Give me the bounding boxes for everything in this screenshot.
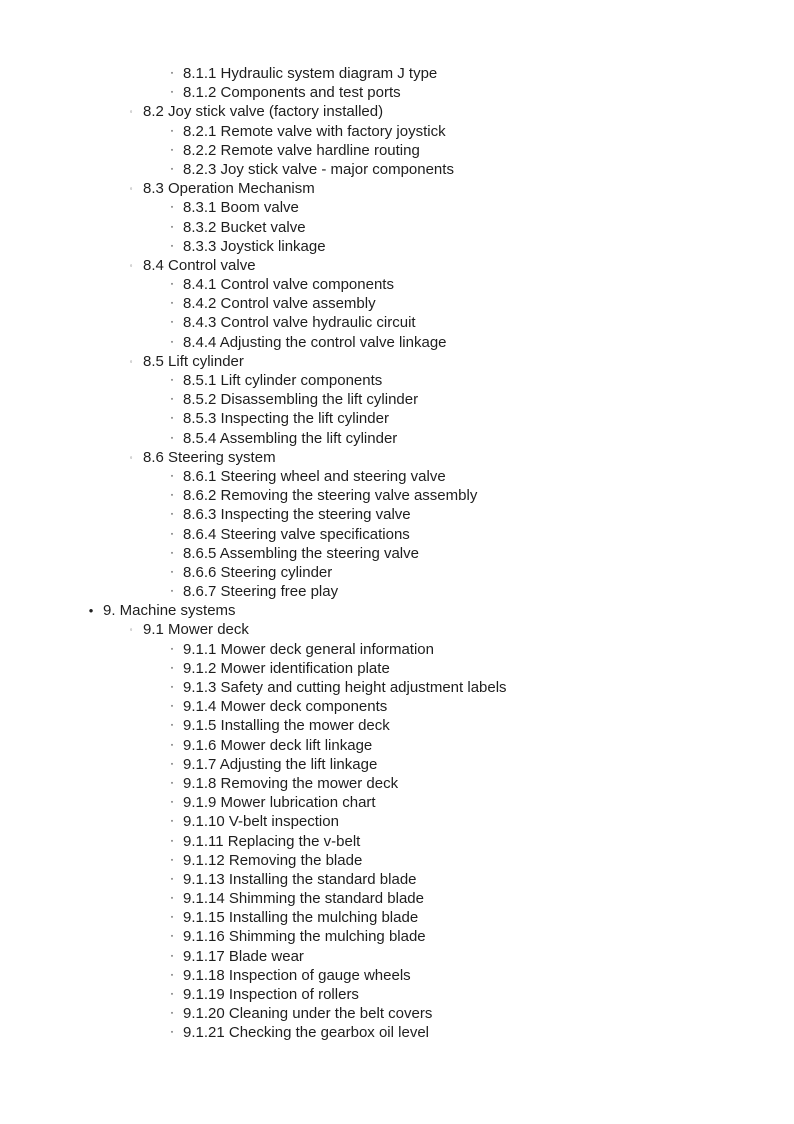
toc-entry-label: 9. Machine systems xyxy=(103,602,236,620)
toc-entry-label: 9.1.2 Mower identification plate xyxy=(183,659,390,677)
toc-entry xyxy=(0,141,794,160)
list-bullet-icon: ▪ xyxy=(170,971,174,979)
toc-entry xyxy=(0,678,794,697)
toc-entry xyxy=(0,832,794,851)
list-bullet-icon: ▪ xyxy=(170,799,174,807)
toc-entry xyxy=(0,313,794,332)
toc-entry xyxy=(0,620,794,639)
toc-entry xyxy=(0,198,794,217)
toc-entry-label: 8.5 Lift cylinder xyxy=(143,352,244,370)
toc-entry-label: 9.1.19 Inspection of rollers xyxy=(183,986,359,1003)
toc-entry xyxy=(0,870,794,889)
toc-entry-label: 8.6.7 Steering free play xyxy=(183,583,339,601)
toc-entry-label: 8.2.2 Remote valve hardline routing xyxy=(183,141,420,159)
list-bullet-icon: ▪ xyxy=(170,760,174,768)
list-bullet-icon: ▪ xyxy=(170,664,174,672)
toc-entry-label: 8.5.1 Lift cylinder components xyxy=(183,372,383,389)
toc-entry xyxy=(0,774,794,793)
toc-entry-label: 8.6.5 Assembling the steering valve xyxy=(183,544,419,562)
list-bullet-icon: ▪ xyxy=(170,875,174,883)
toc-entry-label: 9.1.21 Checking the gearbox oil level xyxy=(183,1024,429,1042)
toc-entry-label: 8.6.6 Steering cylinder xyxy=(183,563,333,581)
list-bullet-icon: ◦ xyxy=(129,625,133,635)
list-bullet-icon: ▪ xyxy=(170,415,174,423)
toc-entry-label: 8.6.1 Steering wheel and steering valve xyxy=(183,467,446,485)
list-bullet-icon: ▪ xyxy=(170,242,174,250)
list-bullet-icon: ▪ xyxy=(170,722,174,730)
list-bullet-icon: ▪ xyxy=(170,933,174,941)
toc-entry xyxy=(0,275,794,294)
toc-entry xyxy=(0,851,794,870)
toc-entry xyxy=(0,985,794,1004)
toc-entry xyxy=(0,294,794,313)
toc-entry-label: 9.1.10 V-belt inspection xyxy=(183,813,339,831)
toc-entry xyxy=(0,448,794,467)
toc-entry-label: 8.4.4 Adjusting the control valve linkage xyxy=(183,333,447,351)
list-bullet-icon: ▪ xyxy=(170,492,174,500)
toc-entry-label: 9.1 Mower deck xyxy=(143,621,249,639)
toc-entry-label: 9.1.9 Mower lubrication chart xyxy=(183,794,376,812)
toc-entry xyxy=(0,409,794,428)
toc-entry-label: 9.1.6 Mower deck lift linkage xyxy=(183,736,373,754)
toc-entry-label: 8.4.1 Control valve components xyxy=(183,276,394,294)
list-bullet-icon: ▪ xyxy=(170,952,174,960)
toc-entry xyxy=(0,505,794,524)
list-bullet-icon: • xyxy=(88,603,94,619)
toc-entry xyxy=(0,179,794,198)
list-bullet-icon: ▪ xyxy=(170,511,174,519)
toc-entry-label: 8.3 Operation Mechanism xyxy=(143,180,315,198)
toc-entry xyxy=(0,947,794,966)
toc-entry-label: 8.1.1 Hydraulic system diagram J type xyxy=(183,65,438,82)
toc-entry xyxy=(0,812,794,831)
list-bullet-icon: ▪ xyxy=(170,338,174,346)
toc-entry xyxy=(0,256,794,275)
toc-entry-label: 8.4.3 Control valve hydraulic circuit xyxy=(183,314,416,332)
toc-entry xyxy=(0,1004,794,1023)
toc-entry xyxy=(0,697,794,716)
toc-entry xyxy=(0,467,794,486)
list-bullet-icon: ▪ xyxy=(170,837,174,845)
toc-entry xyxy=(0,352,794,371)
list-bullet-icon: ▪ xyxy=(170,300,174,308)
toc-entry xyxy=(0,333,794,352)
toc-entry-label: 8.5.4 Assembling the lift cylinder xyxy=(183,429,398,447)
toc-entry xyxy=(0,659,794,678)
toc-entry-label: 9.1.15 Installing the mulching blade xyxy=(183,909,419,927)
toc-entry-label: 8.6.2 Removing the steering valve assembly xyxy=(183,487,478,505)
list-bullet-icon: ◦ xyxy=(129,356,133,366)
toc-entry xyxy=(0,793,794,812)
list-bullet-icon: ▪ xyxy=(170,127,174,135)
toc-entry-label: 9.1.1 Mower deck general information xyxy=(183,640,434,658)
toc-entry-label: 8.3.2 Bucket valve xyxy=(183,218,306,236)
toc-entry xyxy=(0,102,794,121)
toc-entry-label: 9.1.18 Inspection of gauge wheels xyxy=(183,966,411,984)
list-bullet-icon: ▪ xyxy=(170,645,174,653)
toc-entry-label: 8.1.2 Components and test ports xyxy=(183,84,401,102)
list-bullet-icon: ▪ xyxy=(170,70,174,77)
toc-entry-label: 9.1.20 Cleaning under the belt covers xyxy=(183,1005,433,1023)
toc-entry xyxy=(0,927,794,946)
list-bullet-icon: ▪ xyxy=(170,472,174,480)
toc-entry-label: 9.1.14 Shimming the standard blade xyxy=(183,890,424,908)
list-bullet-icon: ▪ xyxy=(170,895,174,903)
toc-entry-label: 8.2 Joy stick valve (factory installed) xyxy=(143,103,384,121)
toc-entry-label: 9.1.12 Removing the blade xyxy=(183,851,363,869)
list-bullet-icon: ▪ xyxy=(170,684,174,691)
toc-entry xyxy=(0,237,794,256)
list-bullet-icon: ▪ xyxy=(170,991,174,998)
list-bullet-icon: ▪ xyxy=(170,1010,174,1018)
toc-entry-label: 9.1.13 Installing the standard blade xyxy=(183,870,417,888)
toc-entry xyxy=(0,908,794,927)
toc-entry-label: 9.1.7 Adjusting the lift linkage xyxy=(183,755,378,773)
toc-entry-label: 9.1.16 Shimming the mulching blade xyxy=(183,928,426,946)
list-bullet-icon: ▪ xyxy=(170,1029,174,1037)
toc-entry xyxy=(0,966,794,985)
table-of-contents xyxy=(0,64,794,1043)
list-bullet-icon: ▪ xyxy=(170,703,174,711)
list-bullet-icon: ▪ xyxy=(170,588,174,596)
list-bullet-icon: ▪ xyxy=(170,165,174,173)
toc-entry-label: 8.6.3 Inspecting the steering valve xyxy=(183,506,411,524)
toc-entry-label: 8.4.2 Control valve assembly xyxy=(183,295,376,313)
toc-entry xyxy=(0,83,794,102)
toc-entry xyxy=(0,122,794,141)
list-bullet-icon: ▪ xyxy=(170,204,174,212)
list-bullet-icon: ▪ xyxy=(170,223,174,231)
toc-entry-label: 8.6 Steering system xyxy=(143,448,276,466)
list-bullet-icon: ◦ xyxy=(129,260,133,270)
toc-entry-label: 8.2.3 Joy stick valve - major components xyxy=(183,160,454,178)
toc-entry-label: 9.1.11 Replacing the v-belt xyxy=(183,832,361,850)
toc-entry xyxy=(0,160,794,179)
list-bullet-icon: ▪ xyxy=(170,779,174,787)
toc-entry xyxy=(0,601,794,620)
list-bullet-icon: ▪ xyxy=(170,434,174,442)
list-bullet-icon: ◦ xyxy=(129,107,133,117)
toc-entry xyxy=(0,64,794,83)
toc-entry-label: 9.1.4 Mower deck components xyxy=(183,698,388,716)
list-bullet-icon: ▪ xyxy=(170,530,174,538)
toc-entry-label: 9.1.17 Blade wear xyxy=(183,947,304,965)
list-bullet-icon: ▪ xyxy=(170,856,174,864)
list-bullet-icon: ▪ xyxy=(170,549,174,557)
toc-entry-label: 8.3.3 Joystick linkage xyxy=(183,237,326,255)
toc-entry xyxy=(0,486,794,505)
list-bullet-icon: ▪ xyxy=(170,281,174,289)
toc-entry xyxy=(0,736,794,755)
toc-entry-label: 9.1.5 Installing the mower deck xyxy=(183,717,390,735)
toc-entry xyxy=(0,640,794,659)
toc-entry xyxy=(0,716,794,735)
toc-entry xyxy=(0,429,794,448)
toc-entry xyxy=(0,390,794,409)
toc-entry xyxy=(0,755,794,774)
toc-entry-label: 8.5.3 Inspecting the lift cylinder xyxy=(183,410,389,428)
toc-entry xyxy=(0,1023,794,1042)
toc-entry-label: 8.6.4 Steering valve specifications xyxy=(183,525,410,543)
toc-entry xyxy=(0,582,794,601)
toc-entry xyxy=(0,218,794,237)
list-bullet-icon: ▪ xyxy=(170,818,174,826)
toc-entry-label: 9.1.3 Safety and cutting height adjustment labels xyxy=(183,679,507,696)
toc-entry xyxy=(0,889,794,908)
toc-entry-label: 8.4 Control valve xyxy=(143,256,256,274)
list-bullet-icon: ▪ xyxy=(170,377,174,384)
toc-entry-label: 8.5.2 Disassembling the lift cylinder xyxy=(183,391,419,409)
list-bullet-icon: ◦ xyxy=(129,452,133,462)
list-bullet-icon: ▪ xyxy=(170,89,174,97)
toc-entry xyxy=(0,563,794,582)
toc-entry xyxy=(0,544,794,563)
list-bullet-icon: ▪ xyxy=(170,146,174,154)
list-bullet-icon: ◦ xyxy=(129,184,133,194)
toc-entry xyxy=(0,525,794,544)
toc-entry xyxy=(0,371,794,390)
list-bullet-icon: ▪ xyxy=(170,396,174,404)
list-bullet-icon: ▪ xyxy=(170,568,174,576)
toc-entry-label: 8.2.1 Remote valve with factory joystick xyxy=(183,122,446,140)
list-bullet-icon: ▪ xyxy=(170,741,174,749)
list-bullet-icon: ▪ xyxy=(170,319,174,327)
list-bullet-icon: ▪ xyxy=(170,914,174,922)
toc-entry-label: 9.1.8 Removing the mower deck xyxy=(183,774,399,792)
toc-entry-label: 8.3.1 Boom valve xyxy=(183,199,299,217)
